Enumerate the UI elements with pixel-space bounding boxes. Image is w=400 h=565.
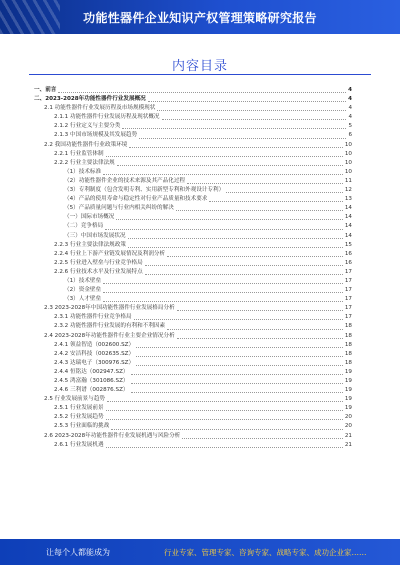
- toc-leader-dots: [187, 183, 343, 184]
- toc-entry-text: （三）中国市场发展状况: [64, 232, 126, 239]
- toc-page-number: 18: [344, 332, 352, 339]
- toc-divider: [29, 74, 371, 75]
- toc-leader-dots: [162, 119, 347, 120]
- footer-slogan: 让每个人都能成为: [46, 548, 110, 557]
- toc-page-number: 5: [348, 123, 352, 130]
- toc-page-number: 14: [344, 214, 352, 221]
- toc-entry-text: 2.6.1 行业发展机遇: [54, 441, 104, 448]
- toc-page-number: 10: [344, 159, 352, 166]
- toc-entry-text: （1）技术壁垒: [64, 277, 102, 284]
- toc-page-number: 4: [348, 105, 352, 112]
- toc-page-number: 11: [344, 177, 352, 184]
- toc-entry[interactable]: [34, 377, 352, 386]
- toc-page-number: 4: [348, 87, 352, 93]
- toc-leader-dots: [209, 201, 342, 202]
- toc-entry-text: 一、前言: [34, 87, 57, 93]
- toc-entry[interactable]: [34, 177, 352, 186]
- toc-entry[interactable]: [34, 186, 352, 195]
- toc-page-number: 18: [344, 323, 352, 330]
- toc-entry[interactable]: [34, 113, 352, 122]
- footer-roles: 行业专家、管理专家、咨询专家、战略专家、成功企业家……: [164, 548, 367, 557]
- toc-entry[interactable]: [34, 422, 352, 431]
- toc-page-number: 19: [344, 405, 352, 412]
- page-footer: [0, 539, 400, 565]
- toc-entry[interactable]: [34, 341, 352, 350]
- toc-entry[interactable]: [34, 241, 352, 250]
- toc-entry-text: （二）竞争格局: [64, 223, 104, 230]
- toc-entry-text: 2.1.2 行业定义与主要分类: [54, 123, 121, 130]
- toc-leader-dots: [103, 174, 343, 175]
- toc-leader-dots: [105, 229, 343, 230]
- toc-entry[interactable]: [34, 432, 352, 441]
- toc-entry-text: 2.2.1 行业监管体制: [54, 150, 104, 157]
- toc-leader-dots: [167, 329, 343, 330]
- toc-entry-text: 2.4.4 恒铭达（002947.SZ）: [54, 368, 129, 375]
- toc-leader-dots: [116, 219, 343, 220]
- toc-page-number: 19: [344, 378, 352, 384]
- toc-page-number: 15: [344, 241, 352, 248]
- toc-entry[interactable]: [34, 332, 352, 341]
- toc-page-number: 14: [344, 205, 352, 212]
- toc-entry[interactable]: [34, 386, 352, 395]
- toc-leader-dots: [136, 356, 343, 357]
- toc-entry-text: 2.3 2023-2028年中国功能性器件行业发展格局分析: [44, 305, 175, 312]
- toc-entry[interactable]: [34, 368, 352, 377]
- toc-entry-text: 2.2 我国功能性器件行业政策环境: [44, 141, 128, 148]
- toc-entry-text: （4）产品的使用寿命与稳定性对行业产品质量和技术要求: [64, 196, 208, 203]
- toc-page-number: 16: [344, 259, 352, 266]
- toc-leader-dots: [177, 310, 343, 311]
- toc-entry-text: 2.5 行业发展前景与趋势: [44, 396, 106, 403]
- toc-entry[interactable]: [34, 277, 352, 286]
- toc-entry-text: 2.4.5 鸿富瀚（301086.SZ）: [54, 378, 129, 384]
- toc-entry[interactable]: [34, 104, 352, 113]
- toc-leader-dots: [58, 92, 346, 93]
- toc-entry-text: 2.1.3 中国市场规模及其发展趋势: [54, 132, 138, 139]
- toc-page-number: 4: [348, 96, 352, 103]
- toc-page-number: 17: [344, 305, 352, 312]
- toc-entry[interactable]: [34, 141, 352, 150]
- toc-entry[interactable]: [34, 359, 352, 368]
- toc-page-number: 20: [344, 423, 352, 430]
- toc-entry-text: 2.6 2023-2028年功能性器件行业发展机遇与风险分析: [44, 432, 181, 439]
- toc-entry-text: 二、2023-2028年功能性器件行业发展概况: [34, 96, 146, 103]
- toc-leader-dots: [122, 128, 346, 129]
- toc-leader-dots: [145, 265, 343, 266]
- toc-leader-dots: [128, 238, 343, 239]
- toc-leader-dots: [106, 447, 343, 448]
- toc-page-number: 4: [348, 114, 352, 121]
- toc-page-number: 10: [344, 141, 352, 148]
- toc-entry-text: 2.4.1 领益智造（002600.SZ）: [54, 341, 135, 348]
- toc-entry-text: （2）功能性器件企业的技术来源及其产品化过程: [64, 177, 186, 184]
- toc-entry-text: 2.3.2 功能性器件行业发展的有利和不利因素: [54, 323, 166, 330]
- toc-entry[interactable]: [34, 122, 352, 131]
- toc-entry-text: 2.1 功能性器件行业发展历程及市场规模现状: [44, 105, 156, 112]
- toc-leader-dots: [128, 247, 343, 248]
- toc-entry-text: （1）技术标准: [64, 168, 102, 175]
- toc-entry-text: （一）国际市场概况: [64, 214, 115, 221]
- toc-leader-dots: [117, 165, 343, 166]
- toc-page-number: 19: [344, 396, 352, 403]
- toc-entry-text: 2.2.6 行业技术水平及行业发展特点: [54, 268, 143, 275]
- toc-entry-text: 2.2.2 行业主要法律法规: [54, 159, 115, 166]
- toc-entry-text: 2.1.1 功能性器件行业发展历程及现状概况: [54, 114, 160, 121]
- report-header: [0, 0, 400, 34]
- toc-entry[interactable]: [34, 159, 352, 168]
- toc-leader-dots: [167, 256, 343, 257]
- toc-page-number: 17: [344, 277, 352, 284]
- toc-leader-dots: [103, 292, 343, 293]
- toc-page-number: 13: [344, 196, 352, 203]
- toc-leader-dots: [106, 410, 343, 411]
- toc-entry[interactable]: [34, 195, 352, 204]
- toc-page-number: 14: [344, 223, 352, 230]
- toc-entry[interactable]: [34, 95, 352, 104]
- toc-entry[interactable]: [34, 441, 352, 450]
- toc-page-number: 12: [344, 187, 352, 194]
- toc-page-number: 6: [348, 132, 352, 139]
- toc-page-number: 17: [344, 296, 352, 303]
- toc-page-number: 16: [344, 250, 352, 257]
- toc-page-number: 19: [344, 368, 352, 375]
- toc-page-number: 20: [344, 414, 352, 421]
- toc-leader-dots: [136, 347, 343, 348]
- toc-leader-dots: [145, 274, 343, 275]
- toc-entry[interactable]: [34, 259, 352, 268]
- toc-entry-text: 2.3.1 功能性器件行业竞争格局: [54, 314, 132, 321]
- toc-page-number: 10: [344, 150, 352, 157]
- toc-leader-dots: [177, 338, 343, 339]
- toc-entry[interactable]: [34, 268, 352, 277]
- toc-entry[interactable]: [34, 168, 352, 177]
- toc-entry-text: （2）资金壁垒: [64, 287, 102, 294]
- toc-entry[interactable]: [34, 322, 352, 331]
- toc-leader-dots: [131, 392, 343, 393]
- toc-entry[interactable]: [34, 295, 352, 304]
- toc-leader-dots: [136, 365, 343, 366]
- report-title: 功能性器件企业知识产权管理策略研究报告: [83, 11, 317, 25]
- toc-entry-text: 2.5.3 行业面临的挑战: [54, 423, 110, 430]
- toc-entry-text: 2.2.3 行业主要法律法规政策: [54, 241, 126, 248]
- toc-entry[interactable]: [34, 286, 352, 295]
- toc-page-number: 21: [344, 432, 352, 439]
- toc-entry[interactable]: [34, 395, 352, 404]
- toc-page-number: 18: [344, 341, 352, 348]
- toc-entry-text: 2.2.4 行业上下游产业链发展情况及利润分析: [54, 250, 166, 257]
- toc-entry[interactable]: [34, 232, 352, 241]
- toc-heading: 内容目录: [171, 59, 228, 74]
- toc-entry[interactable]: [34, 222, 352, 231]
- toc-entry-text: 2.4.6 三利谱（002876.SZ）: [54, 387, 129, 394]
- toc-entry-text: 2.4.2 安洁科技（002635.SZ）: [54, 350, 135, 357]
- toc-entry[interactable]: [34, 150, 352, 159]
- toc-leader-dots: [129, 147, 342, 148]
- toc-entry[interactable]: [34, 86, 352, 95]
- toc-entry-text: （3）专利制度（包含发明专利、实用新型专利和外观设计专利）: [64, 187, 225, 194]
- toc-entry[interactable]: [34, 413, 352, 422]
- toc-page-number: 14: [344, 232, 352, 239]
- toc-leader-dots: [226, 192, 343, 193]
- table-of-contents: [34, 86, 352, 450]
- toc-leader-dots: [131, 374, 343, 375]
- toc-entry[interactable]: [34, 204, 352, 213]
- toc-page-number: 18: [344, 350, 352, 357]
- toc-leader-dots: [107, 401, 343, 402]
- toc-page-number: 17: [344, 287, 352, 294]
- toc-leader-dots: [148, 101, 346, 102]
- toc-entry-text: （5）产品质量问题与行业内相关纠纷的解决: [64, 205, 174, 212]
- toc-entry-text: 2.4 2023-2028年功能性器件行业主要企业情况分析: [44, 332, 175, 339]
- toc-leader-dots: [131, 383, 343, 384]
- toc-entry-text: 2.5.2 行业发展趋势: [54, 414, 104, 421]
- toc-leader-dots: [134, 319, 343, 320]
- toc-page-number: 10: [344, 168, 352, 175]
- toc-entry-text: 2.5.1 行业发展前景: [54, 405, 104, 412]
- toc-leader-dots: [103, 301, 343, 302]
- toc-leader-dots: [103, 283, 343, 284]
- toc-entry[interactable]: [34, 131, 352, 140]
- toc-leader-dots: [176, 210, 343, 211]
- toc-leader-dots: [182, 438, 343, 439]
- toc-leader-dots: [111, 429, 343, 430]
- toc-entry[interactable]: [34, 250, 352, 259]
- toc-entry[interactable]: [34, 213, 352, 222]
- toc-page-number: 18: [344, 359, 352, 366]
- toc-page-number: 19: [344, 387, 352, 394]
- toc-leader-dots: [157, 110, 346, 111]
- toc-entry[interactable]: [34, 313, 352, 322]
- toc-entry[interactable]: [34, 304, 352, 313]
- toc-entry[interactable]: [34, 404, 352, 413]
- toc-leader-dots: [139, 138, 346, 139]
- toc-entry-text: 2.4.3 达瑞电子（300976.SZ）: [54, 359, 135, 366]
- toc-entry[interactable]: [34, 350, 352, 359]
- toc-entry-text: 2.2.5 行业进入壁垒与行业竞争格局: [54, 259, 143, 266]
- toc-page-number: 17: [344, 314, 352, 321]
- toc-entry-text: （3）人才壁垒: [64, 296, 102, 303]
- toc-leader-dots: [106, 156, 343, 157]
- toc-page-number: 21: [344, 441, 352, 448]
- toc-leader-dots: [106, 419, 343, 420]
- toc-page-number: 17: [344, 268, 352, 275]
